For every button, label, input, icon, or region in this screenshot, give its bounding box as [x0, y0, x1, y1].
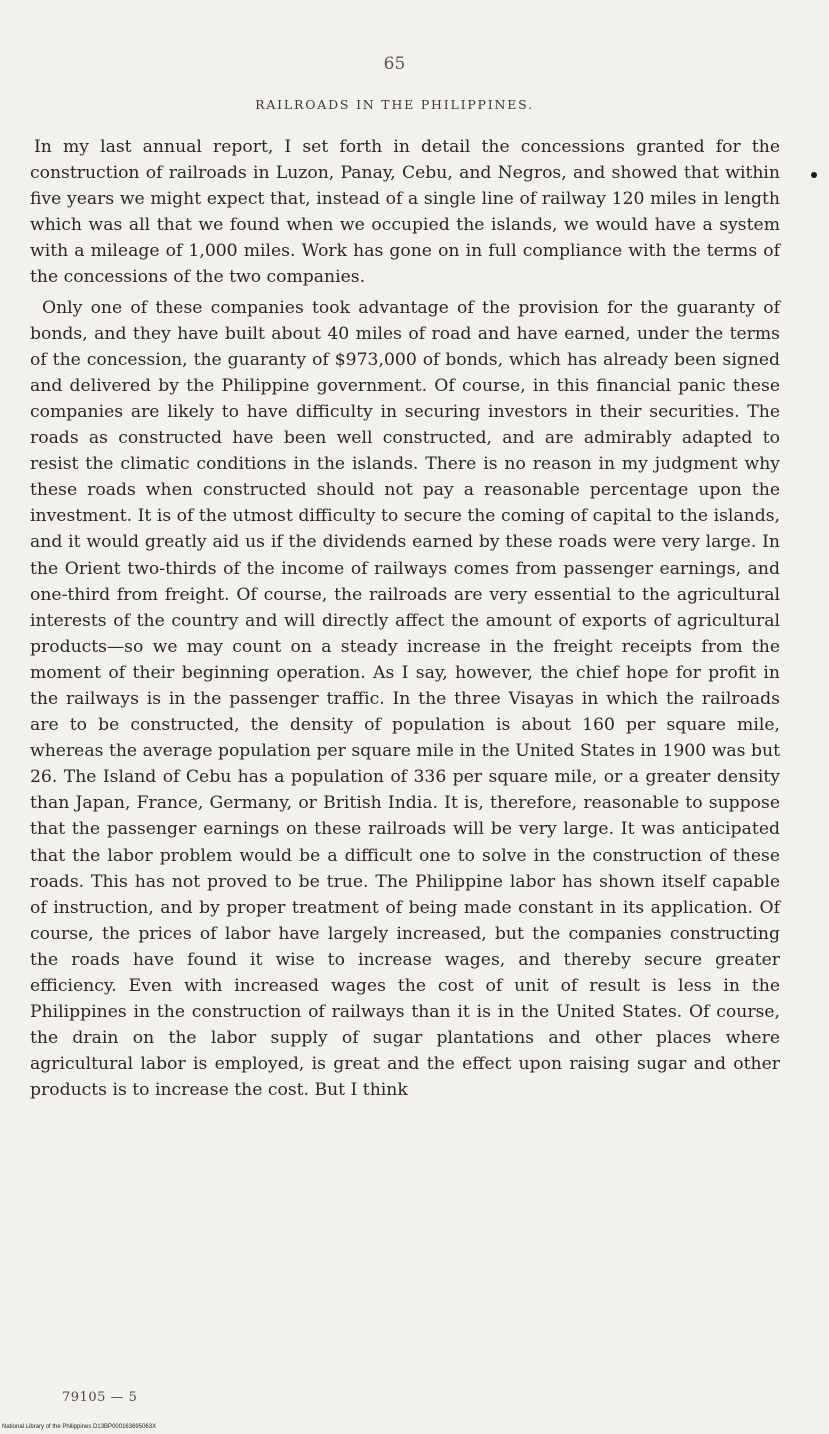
paragraph-2: Only one of these companies took advantage of the provision for the guaranty of bonds, and they have built about 40 miles of road and have earned, under the terms of the concession, the guaranty of $973,000 of bonds, which has already been signed and delivered by the Philippine government. Of course, in this financial panic these companies are likely to have difficulty in securing investors in their securities. The roads as constructed have been well constructed, and are admirably adapted to resist the climatic conditions in the islands. There is no reason in my judgment why these roads when constructed should not pay a reasonable percentage upon the investment. It is of the utmost difficulty to secure the coming of capital to the islands, and it would greatly aid us if the dividends earned by these roads were very large. In the Orient two-thirds of the income of railways comes from passenger earnings, and one-third from freight. Of course, the railroads are very essential to the agricultural interests of the country and will directly affect the amount of exports of agricultural products—so we may count on a steady increase in the freight receipts from the moment of their beginning operation. As I say, however, the chief hope for profit in the railways is in the passenger traffic. In the three Visayas in which the railroads are to be constructed, the density of population is about 160 per square mile, whereas the average population per square mile in the United States in 1900 was but 26. The Island of Cebu has a population of 336 per square mile, or a greater density than Japan, France, Germany, or British India. It is, therefore, reasonable to suppose that the passenger earnings on these railroads will be very large. It was anticipated that the labor problem would be a difficult one to solve in the construction of these roads. This has not proved to be true. The Philippine labor has shown itself capable of instruction, and by proper treatment of being made constant in its application. Of course, the prices of labor have largely increased, but the companies constructing the roads have found it wise to increase wages, and thereby secure greater efficiency. Even with increased wages the cost of unit of result is less in the Philippines in the construction of railways than it is in the United States. Of course, the drain on the labor supply of sugar plantations and other places where agricultural labor is employed, is great and the effect upon raising sugar and other products is to increase the cost. But I think: [30, 297, 780, 1101]
signature-mark: 79105 — 5: [62, 1390, 138, 1405]
library-stamp: National Library of the Philippines D13BP000163695063X: [2, 1424, 157, 1430]
paragraph-1: In my last annual report, I set forth in detail the concessions granted for the construction of railroads in Luzon, Panay, Cebu, and Negros, and showed that within five years we might expect that, instead of a single line of railway 120 miles in length which was all that we found when we occupied the islands, we would have a system with a mileage of 1,000 miles. Work has gone on in full compliance with the terms of the concessions of the two companies.: [30, 137, 780, 288]
running-title: RAILROADS IN THE PHILIPPINES.: [255, 97, 534, 112]
body-text: [30, 134, 780, 1103]
margin-dot: [811, 172, 817, 178]
page-number: 65: [383, 54, 406, 74]
